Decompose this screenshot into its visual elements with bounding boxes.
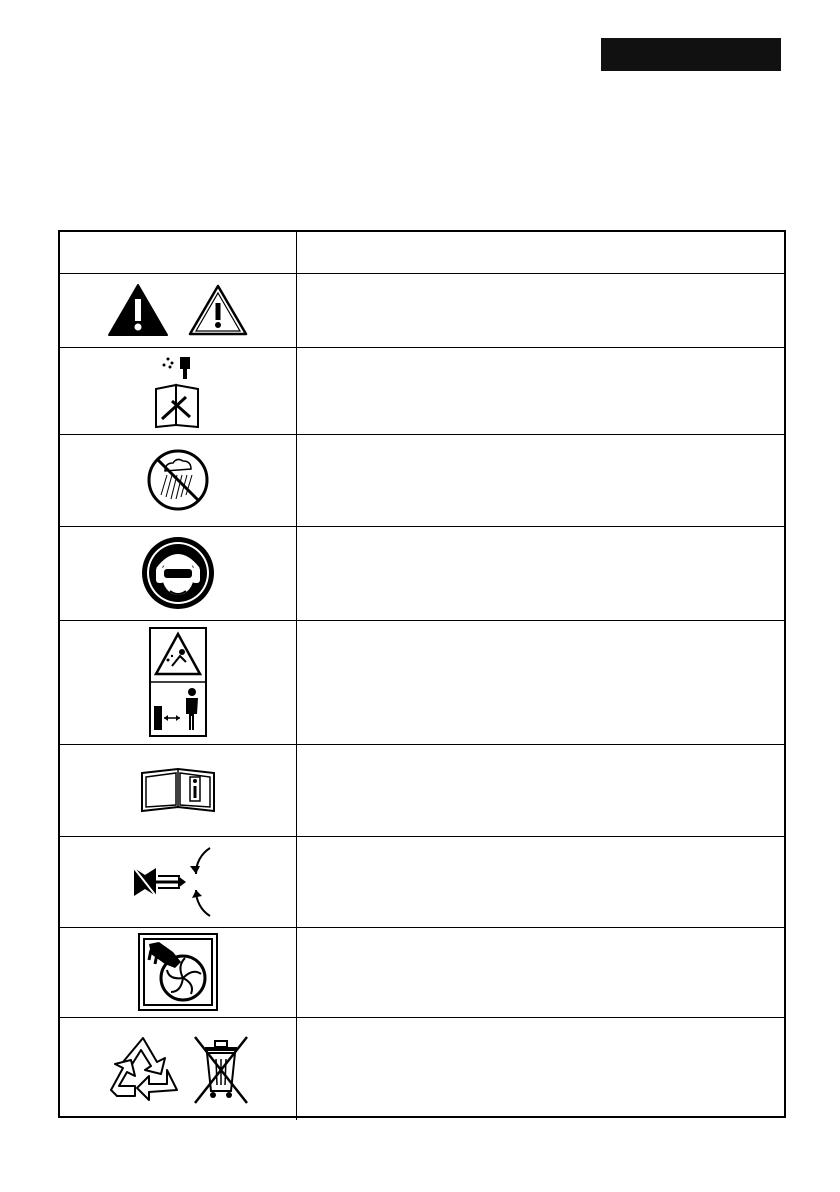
column-divider: [296, 347, 297, 434]
rotating-fan-hand-hazard-icon: [137, 932, 219, 1012]
table-row: [60, 620, 784, 745]
symbol-cell: [60, 744, 296, 836]
header-description-cell: [298, 232, 784, 273]
symbol-table: [58, 230, 786, 1118]
column-divider: [296, 526, 297, 620]
symbol-cell: [60, 347, 296, 434]
description-cell: [298, 526, 784, 620]
column-divider: [296, 836, 297, 927]
symbol-cell: [60, 526, 296, 620]
table-row: [60, 744, 784, 837]
warning-triangle-filled-icon: [107, 283, 169, 337]
description-cell: [298, 927, 784, 1017]
column-divider: [296, 744, 297, 836]
warning-triangle-outline-icon: [187, 283, 249, 337]
table-row: [60, 434, 784, 527]
flying-debris-keep-distance-icon: [148, 626, 208, 738]
symbol-cell: [60, 927, 296, 1017]
language-tab: [601, 38, 781, 71]
no-rain-icon: [145, 447, 211, 513]
column-divider: [296, 434, 297, 526]
table-row: [60, 1017, 784, 1120]
column-divider: [296, 1017, 297, 1120]
description-cell: [298, 347, 784, 434]
table-header-row: [60, 232, 784, 274]
header-symbol-cell: [60, 232, 296, 273]
table-row: [60, 927, 784, 1018]
description-cell: [298, 273, 784, 347]
symbol-cell: [60, 273, 296, 347]
wear-eye-ear-protection-icon: [140, 535, 216, 611]
description-cell: [298, 744, 784, 836]
column-divider: [296, 232, 297, 273]
table-row: [60, 273, 784, 348]
table-row: [60, 526, 784, 621]
description-cell: [298, 620, 784, 744]
description-cell: [298, 1017, 784, 1120]
column-divider: [296, 620, 297, 744]
description-cell: [298, 434, 784, 526]
blade-rotation-direction-icon: [130, 842, 226, 922]
read-manual-icon: [138, 765, 218, 815]
table-row: [60, 347, 784, 435]
column-divider: [296, 273, 297, 347]
symbol-cell: [60, 836, 296, 927]
description-cell: [298, 836, 784, 927]
symbol-cell: [60, 1017, 296, 1120]
crossed-out-bin-icon: [191, 1031, 251, 1107]
recycle-icon: [105, 1034, 181, 1104]
symbol-cell: [60, 434, 296, 526]
symbol-cell: [60, 620, 296, 744]
unplug-maintenance-manual-icon: [150, 353, 206, 429]
table-row: [60, 836, 784, 928]
column-divider: [296, 927, 297, 1017]
